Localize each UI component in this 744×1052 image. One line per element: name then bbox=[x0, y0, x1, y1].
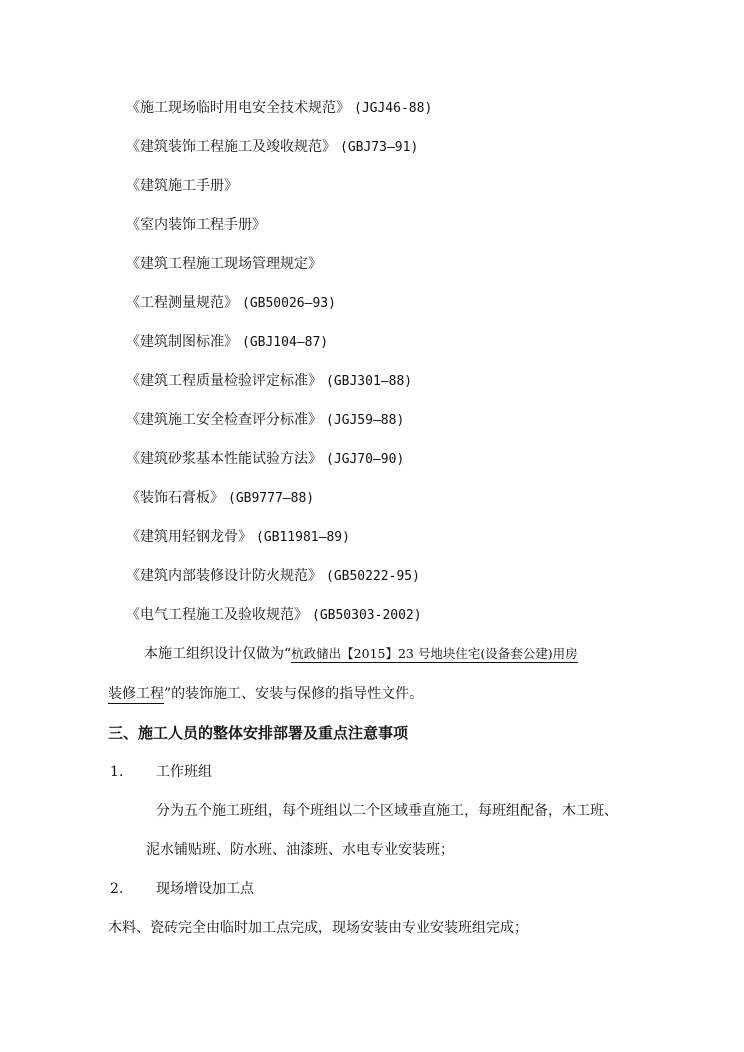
reference-item bbox=[126, 488, 314, 509]
reference-code: (GB11981—89) bbox=[256, 530, 350, 545]
reference-title: 《工程测量规范》 bbox=[126, 295, 238, 311]
reference-item bbox=[126, 215, 266, 235]
reference-item bbox=[126, 293, 336, 314]
reference-item bbox=[126, 605, 422, 626]
reference-item bbox=[126, 98, 432, 119]
item-title: 工作班组 bbox=[156, 764, 212, 780]
reference-code: (GB50026—93) bbox=[242, 296, 336, 311]
reference-title: 《电气工程施工及验收规范》 bbox=[126, 607, 308, 623]
project-name-part-2: 装修工程 bbox=[108, 686, 164, 702]
reference-title: 《建筑施工手册》 bbox=[126, 178, 238, 194]
reference-item bbox=[126, 176, 238, 196]
reference-code: (GBJ73—91) bbox=[340, 140, 419, 155]
item-number: 2. bbox=[110, 881, 124, 897]
item-title: 现场增设加工点 bbox=[156, 881, 254, 897]
intro-line-1 bbox=[144, 644, 578, 664]
reference-code: (JGJ59—88) bbox=[326, 413, 405, 428]
reference-code: (GB50222-95) bbox=[326, 569, 420, 584]
reference-title: 《建筑砂浆基本性能试验方法》 bbox=[126, 451, 322, 467]
section-heading: 三、施工人员的整体安排部署及重点注意事项 bbox=[108, 724, 409, 742]
reference-code: (GBJ104—87) bbox=[242, 335, 329, 350]
reference-title: 《建筑工程施工现场管理规定》 bbox=[126, 256, 322, 272]
reference-item bbox=[126, 410, 404, 431]
reference-title: 《建筑装饰工程施工及竣收规范》 bbox=[126, 139, 336, 155]
reference-title: 《室内装饰工程手册》 bbox=[126, 217, 266, 233]
reference-title: 《建筑工程质量检验评定标准》 bbox=[126, 373, 322, 389]
reference-title: 《建筑施工安全检查评分标准》 bbox=[126, 412, 322, 428]
item-1-text: 泥水铺贴班、防水班、油漆班、水电专业安装班； bbox=[146, 842, 454, 858]
reference-item bbox=[126, 527, 350, 548]
reference-code: (GB50303-2002) bbox=[312, 608, 422, 623]
reference-item bbox=[126, 254, 322, 274]
reference-code: (JGJ46-88) bbox=[354, 101, 433, 116]
intro-line-2 bbox=[108, 684, 423, 704]
reference-title: 《建筑制图标准》 bbox=[126, 334, 238, 350]
intro-prefix: 本施工组织设计仅做为“ bbox=[144, 646, 292, 662]
reference-title: 《建筑用轻钢龙骨》 bbox=[126, 529, 252, 545]
reference-code: (GB9777—88) bbox=[228, 491, 315, 506]
item-1-text: 分为五个施工班组，每个班组以二个区域垂直施工，每班组配备，木工班、 bbox=[156, 803, 618, 819]
reference-item bbox=[126, 449, 404, 470]
reference-title: 《装饰石膏板》 bbox=[126, 490, 224, 506]
reference-item bbox=[126, 566, 420, 587]
item-1-header bbox=[110, 762, 212, 782]
reference-title: 《施工现场临时用电安全技术规范》 bbox=[126, 100, 350, 116]
item-2-text: 木料、瓷砖完全由临时加工点完成，现场安装由专业安装班组完成； bbox=[108, 920, 528, 936]
reference-code: (GBJ301—88) bbox=[326, 374, 413, 389]
reference-item bbox=[126, 371, 412, 392]
project-name-part-1: 杭政储出【2015】23 号地块住宅(设备套公建)用房 bbox=[291, 646, 578, 661]
item-number: 1. bbox=[110, 764, 124, 780]
intro-suffix: ”的装饰施工、安装与保修的指导性文件。 bbox=[164, 686, 424, 702]
reference-item bbox=[126, 332, 328, 353]
reference-title: 《建筑内部装修设计防火规范》 bbox=[126, 568, 322, 584]
reference-item bbox=[126, 137, 418, 158]
reference-code: (JGJ70—90) bbox=[326, 452, 405, 467]
item-2-header bbox=[110, 879, 254, 899]
